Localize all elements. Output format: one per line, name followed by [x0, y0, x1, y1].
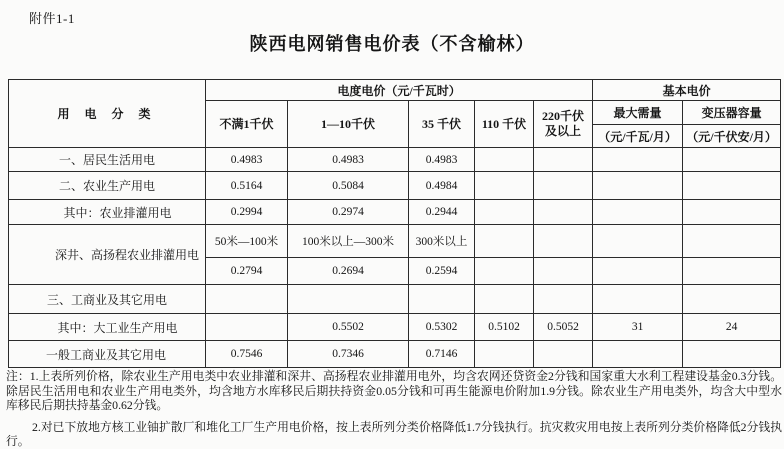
price-cell: [593, 258, 683, 285]
tier-cell: [475, 225, 534, 258]
basic-price-group-header: 基本电价: [593, 80, 781, 101]
price-cell: [593, 341, 683, 368]
row-label: 其中：农业排灌用电: [9, 200, 206, 225]
price-cell: [206, 285, 288, 314]
row-label: 其中：大工业生产用电: [9, 314, 206, 341]
price-cell: [475, 341, 534, 368]
price-cell: 0.4983: [288, 148, 409, 172]
max-demand-unit: （元/千瓦/月）: [593, 125, 683, 148]
price-cell: 0.5052: [534, 314, 593, 341]
price-cell: [475, 258, 534, 285]
voltage-column-header-110kv: [475, 101, 534, 148]
header-row-groups: [9, 80, 781, 101]
voltage-column-header-under1kv: [206, 101, 288, 148]
price-cell: [683, 341, 781, 368]
price-cell: [534, 148, 593, 172]
price-cell: 0.2694: [288, 258, 409, 285]
price-cell: [206, 314, 288, 341]
price-cell: [475, 172, 534, 200]
price-cell: [683, 148, 781, 172]
row-label: 二、农业生产用电: [9, 172, 206, 200]
category-column-header: 用 电 分 类: [9, 80, 206, 148]
footnote-1: 注：1.上表所列价格，除农业生产用电类中农业排灌和深井、高扬程农业排灌用电外，均含农网还贷资金2分钱和国家重大水利工程建设基金0.3分钱。除居民生活用电和农业生产用电类外，均含地方水库移民后期扶持资金0.05分钱和可再生能源电价附加1.9分钱。除农业生产用电类外，均含大中型水库移民后期扶持基金0.62分钱。: [6, 369, 782, 413]
price-cell: 0.2794: [206, 258, 288, 285]
footnotes: [6, 369, 782, 449]
voltage-column-header-35kv: [409, 101, 475, 148]
price-cell: [475, 148, 534, 172]
price-cell: 0.2594: [409, 258, 475, 285]
table-row-agricultural: [9, 172, 781, 200]
price-cell: 0.7146: [409, 341, 475, 368]
table-row-general-commercial: [9, 341, 781, 368]
header-text-line: 110 千伏: [481, 116, 527, 131]
table-row-irrigation: [9, 200, 781, 225]
price-cell: 0.4983: [206, 148, 288, 172]
row-label: 一、居民生活用电: [9, 148, 206, 172]
price-table: [8, 79, 781, 368]
price-cell: 0.5102: [475, 314, 534, 341]
page-title: 陕西电网销售电价表（不含榆林）: [249, 34, 535, 54]
tier-cell: [534, 225, 593, 258]
header-text-line: 35 千伏: [421, 116, 461, 131]
price-cell: 0.7546: [206, 341, 288, 368]
footnote-2: 2.对已下放地方核工业铀扩散厂和堆化工厂生产用电价格，按上表所列分类价格降低1.7分钱执行。抗灾救灾用电按上表所列分类价格降低2分钱执行。: [6, 419, 782, 449]
header-text-line: 1—10千伏: [320, 116, 375, 131]
row-label: 三、工商业及其它用电: [9, 285, 206, 314]
price-cell: 0.5502: [288, 314, 409, 341]
header-text-line: 不满1千伏: [219, 116, 274, 131]
price-cell: 0.4984: [409, 172, 475, 200]
price-cell: [683, 172, 781, 200]
table-row-residential: [9, 148, 781, 172]
price-cell: 0.5084: [288, 172, 409, 200]
price-cell: [475, 200, 534, 225]
voltage-column-header-220kv: [534, 101, 593, 148]
price-cell: [475, 285, 534, 314]
tier-cell: 300米以上: [409, 225, 475, 258]
attachment-label: 附件1-1: [29, 11, 75, 26]
tier-cell: [683, 225, 781, 258]
price-cell: [683, 285, 781, 314]
row-label: 一般工商业及其它用电: [9, 341, 206, 368]
price-cell: [593, 285, 683, 314]
tier-cell: 50米—100米: [206, 225, 288, 258]
price-cell: [683, 258, 781, 285]
price-cell: [683, 200, 781, 225]
transformer-capacity-column-header: 变压器容量: [683, 101, 781, 125]
price-cell: [593, 148, 683, 172]
price-cell: [288, 285, 409, 314]
row-label: 深井、高扬程农业排灌用电: [9, 225, 206, 285]
table-row-commercial-group: [9, 285, 781, 314]
price-cell: 0.4983: [409, 148, 475, 172]
table-row-deepwell-tiers: [9, 225, 781, 258]
voltage-column-header-1-10kv: [288, 101, 409, 148]
price-cell: [593, 200, 683, 225]
price-cell: [409, 285, 475, 314]
price-cell: 0.2994: [206, 200, 288, 225]
header-text-line: 及以上: [545, 124, 582, 138]
price-cell: [593, 172, 683, 200]
price-cell: [534, 258, 593, 285]
price-cell: 0.2944: [409, 200, 475, 225]
price-cell: 0.2974: [288, 200, 409, 225]
max-demand-column-header: 最大需量: [593, 101, 683, 125]
tier-cell: 100米以上—300米: [288, 225, 409, 258]
price-cell: [534, 172, 593, 200]
max-demand-cell: 31: [593, 314, 683, 341]
price-cell: 0.5164: [206, 172, 288, 200]
table-row-large-industry: [9, 314, 781, 341]
transformer-capacity-unit: （元/千伏安/月）: [683, 125, 781, 148]
price-cell: [534, 200, 593, 225]
price-cell: [534, 285, 593, 314]
price-cell: 0.7346: [288, 341, 409, 368]
tier-cell: [593, 225, 683, 258]
transformer-capacity-cell: 24: [683, 314, 781, 341]
price-cell: 0.5302: [409, 314, 475, 341]
energy-price-group-header: 电度电价（元/千瓦时）: [206, 80, 593, 101]
header-text-line: 220千伏: [542, 109, 585, 123]
price-cell: [534, 341, 593, 368]
